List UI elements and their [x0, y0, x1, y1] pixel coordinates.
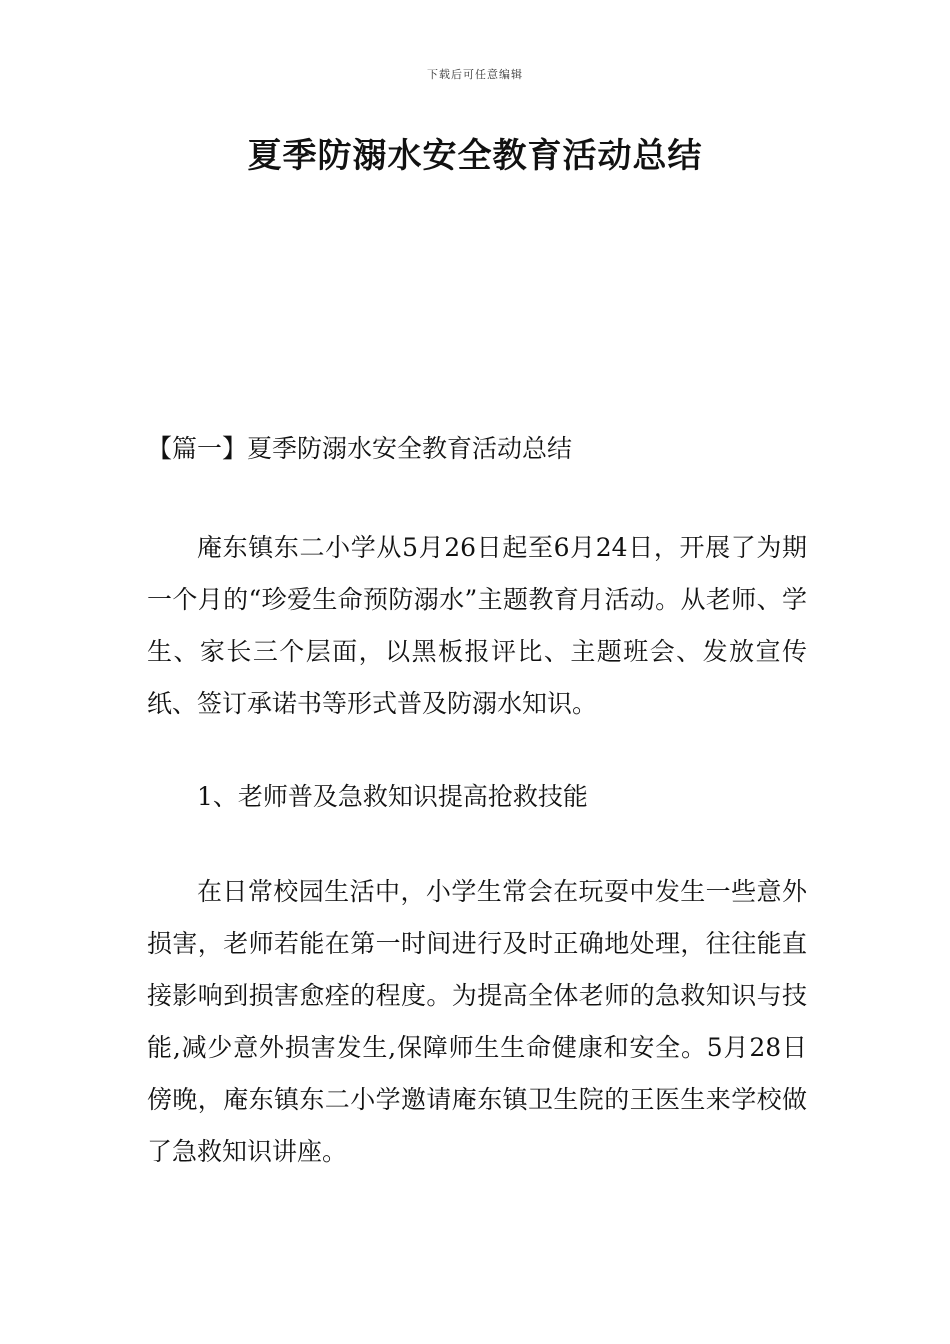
- section-heading: 【篇一】夏季防溺水安全教育活动总结: [147, 434, 573, 463]
- paragraph-2: 在日常校园生活中，小学生常会在玩耍中发生一些意外损害，老师若能在第一时间进行及时正确地处理，往往能直接影响到损害愈痊的程度。为提高全体老师的急救知识与技能,减少意外损害发生,保障师生生命健康和安全。5月28日傍晚，庵东镇东二小学邀请庵东镇卫生院的王医生来学校做了急救知识讲座。: [147, 877, 807, 1166]
- paragraph-1: 庵东镇东二小学从5月26日起至6月24日，开展了为期一个月的“珍爱生命预防溺水”主题教育月活动。从老师、学生、家长三个层面，以黑板报评比、主题班会、发放宣传纸、签订承诺书等形式普及防溺水知识。: [147, 533, 807, 718]
- sub-heading-1: 1、老师普及急救知识提高抢救技能: [197, 782, 588, 811]
- header-note: 下载后可任意编辑: [427, 68, 523, 81]
- document-title: 夏季防溺水安全教育活动总结: [247, 136, 703, 176]
